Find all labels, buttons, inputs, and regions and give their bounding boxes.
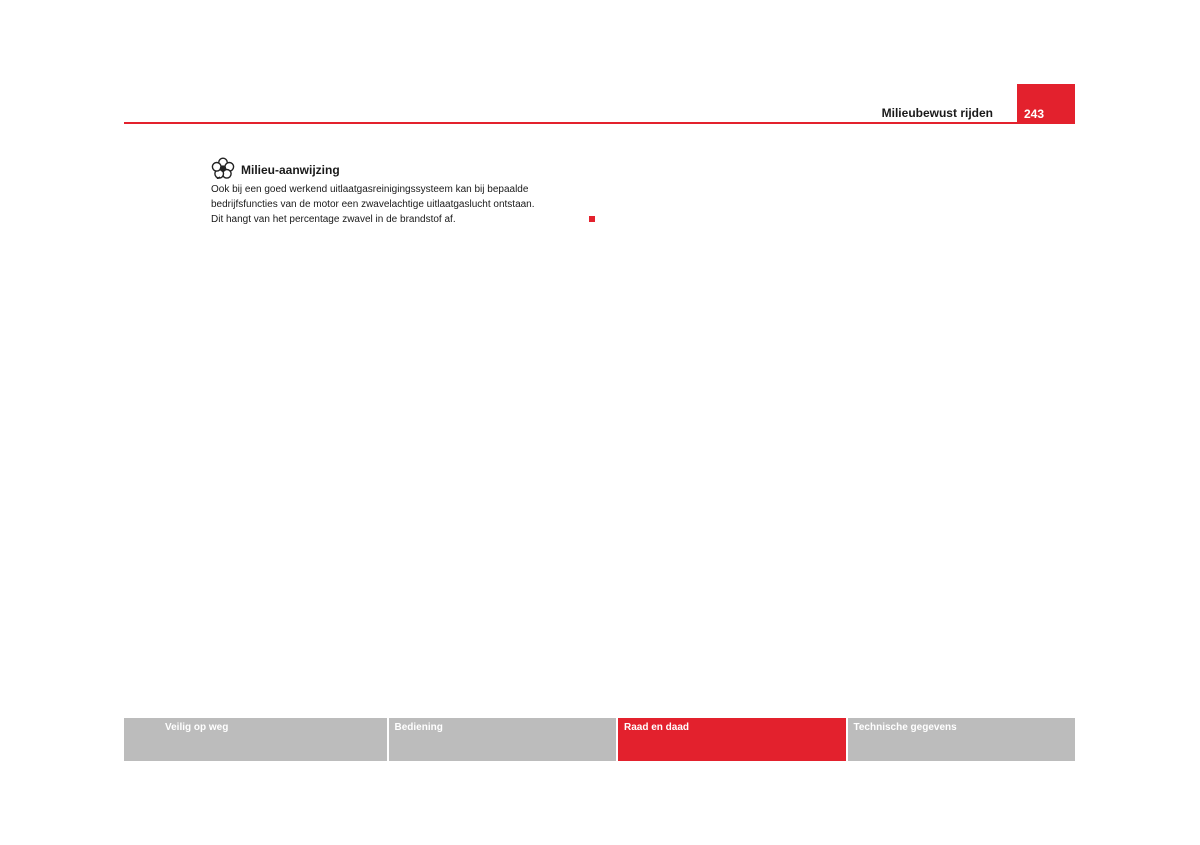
environment-note: [211, 157, 601, 227]
chapter-tab-bediening[interactable]: Bediening: [389, 718, 617, 761]
environment-note-line: Dit hangt van het percentage zwavel in de brandstof af.: [211, 214, 456, 225]
environment-note-title: Milieu-aanwijzing: [241, 163, 340, 177]
section-title: Milieubewust rijden: [881, 106, 993, 120]
page-number: 243: [1017, 84, 1075, 124]
environment-note-line: Ook bij een goed werkend uitlaatgasreinigingssysteem kan bij bepaalde: [211, 184, 529, 195]
chapter-tab-technische-gegevens[interactable]: Technische gegevens: [848, 718, 1076, 761]
chapter-tab-raad-en-daad[interactable]: Raad en daad: [618, 718, 846, 761]
flower-icon: [211, 157, 235, 179]
chapter-tab-veilig-op-weg[interactable]: Veilig op weg: [124, 718, 387, 761]
environment-note-line: bedrijfsfuncties van de motor een zwavelachtige uitlaatgaslucht ontstaan.: [211, 199, 535, 210]
chapter-navigation: [124, 718, 1075, 761]
header-divider: [124, 122, 1075, 124]
section-end-marker: [589, 216, 595, 222]
environment-note-heading: [211, 157, 601, 179]
environment-note-text: [211, 182, 586, 227]
